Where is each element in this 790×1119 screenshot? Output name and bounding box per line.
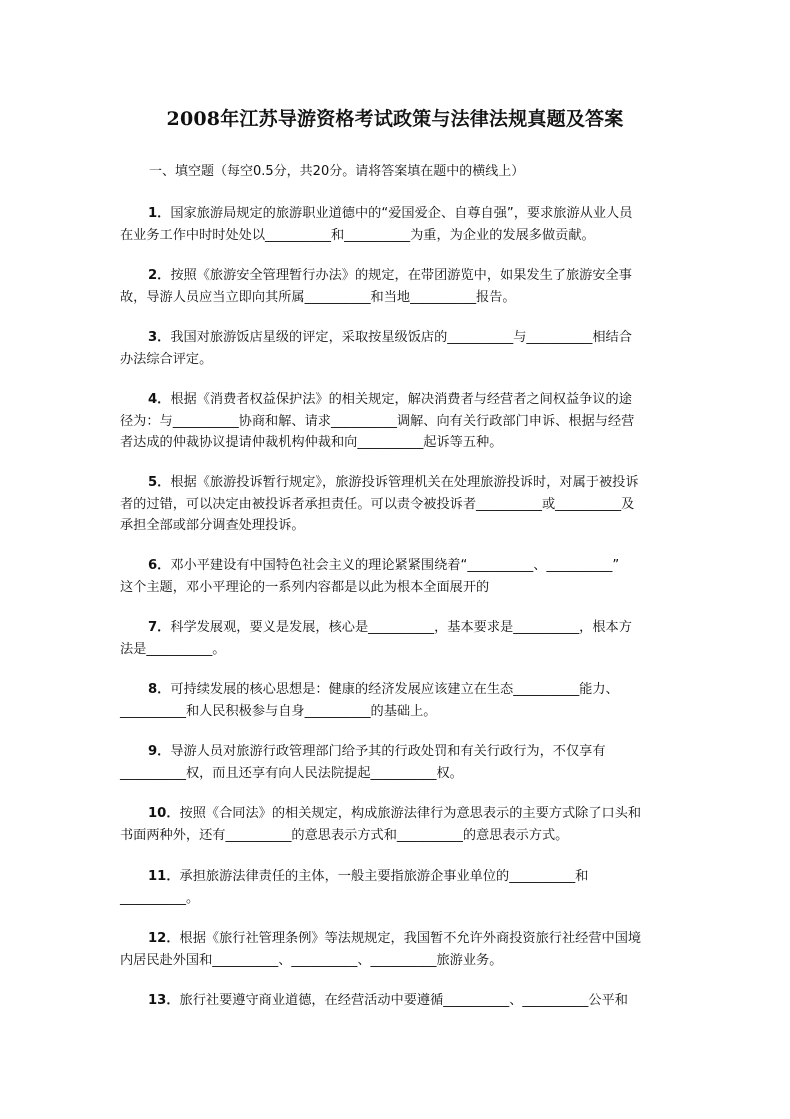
question-number: 8． (148, 682, 171, 697)
question-number: 12． (148, 931, 180, 946)
question-text-line: 根据《旅游投诉暂行规定》，旅游投诉管理机关在处理旅游投诉时，对属于被投诉 (170, 475, 639, 490)
question-text-line: 按照《合同法》的相关规定，构成旅游法律行为意思表示的主要方式除了口头和 (179, 806, 642, 821)
question-number: 3． (148, 330, 171, 345)
question-text-line: 我国对旅游饭店星级的评定，采取按星级饭店的__________与__________相结合 (170, 330, 632, 345)
question-text-line: 者的过错，可以决定由被投诉者承担责任。可以责令被投诉者__________或__________及 (120, 496, 635, 512)
question-13 (120, 990, 668, 1012)
question-text-line: __________权，而且还享有向人民法院提起__________权。 (120, 765, 463, 781)
question-10 (120, 803, 668, 846)
question-number: 6． (148, 558, 171, 573)
question-6 (120, 555, 668, 598)
question-text-line: __________。 (120, 890, 200, 906)
question-text-line: 法是__________。 (120, 641, 226, 657)
question-text-line: 者达成的仲裁协议提请仲裁机构仲裁和向__________起诉等五种。 (120, 435, 503, 450)
question-text-line: 承担旅游法律责任的主体，一般主要指旅游企事业单位的__________和 (179, 869, 589, 884)
question-number: 2． (148, 268, 171, 283)
question-text-line: __________和人民积极参与自身__________的基础上。 (120, 703, 437, 719)
question-4 (120, 389, 668, 454)
question-number: 5． (148, 475, 171, 490)
question-text-line: 这个主题，邓小平理论的一系列内容都是以此为根本全面展开的 (120, 579, 490, 595)
question-text-line: 径为：与__________协商和解、请求__________调解、向有关行政部门申诉、根据与经营 (120, 413, 635, 429)
question-number: 13． (148, 993, 180, 1008)
question-text-line: 承担全部或部分调查处理投诉。 (120, 518, 305, 533)
question-text-line: 导游人员对旅游行政管理部门给予其的行政处罚和有关行政行为，不仅享有 (170, 744, 606, 759)
question-text-line: 根据《消费者权益保护法》的相关规定，解决消费者与经营者之间权益争议的途 (170, 392, 632, 407)
question-number: 9． (148, 744, 171, 759)
question-text-line: 在业务工作中时时处处以__________和__________为重，为企业的发展多做贡献。 (120, 227, 595, 243)
question-text-line: 办法综合评定。 (120, 351, 213, 367)
question-text-line: 邓小平建设有中国特色社会主义的理论紧紧围绕着“__________、__________” (170, 558, 620, 573)
question-12 (120, 928, 668, 971)
question-5 (120, 472, 668, 537)
question-2 (120, 265, 668, 308)
question-text-line: 故，导游人员应当立即向其所属__________和当地__________报告。 (120, 289, 516, 305)
question-number: 10． (148, 806, 180, 821)
question-7 (120, 617, 668, 660)
question-number: 1． (148, 206, 171, 221)
question-text-line: 内居民赴外国和__________、__________、__________旅游业务。 (120, 952, 503, 968)
question-8 (120, 679, 668, 722)
question-1 (120, 203, 668, 246)
page-title: 2008年江苏导游资格考试政策与法律法规真题及答案 (166, 108, 624, 130)
question-number: 7． (148, 620, 171, 635)
question-text-line: 根据《旅行社管理条例》等法规规定，我国暂不允许外商投资旅行社经营中国境 (179, 931, 642, 946)
question-number: 11． (148, 869, 180, 884)
question-text-line: 书面两种外，还有__________的意思表示方式和__________的意思表示方式。 (120, 827, 569, 843)
question-text-line: 国家旅游局规定的旅游职业道德中的“爱国爱企、自尊自强”，要求旅游从业人员 (170, 206, 633, 221)
question-3 (120, 327, 668, 370)
question-9 (120, 741, 668, 784)
question-text-line: 科学发展观，要义是发展，核心是__________，基本要求是__________，根本方 (170, 620, 632, 635)
question-text-line: 旅行社要遵守商业道德，在经营活动中要遵循__________、__________公平和 (179, 993, 628, 1008)
question-11 (120, 866, 668, 909)
question-text-line: 按照《旅游安全管理暂行办法》的规定，在带团游览中，如果发生了旅游安全事 (170, 268, 632, 283)
question-number: 4． (148, 392, 171, 407)
section-heading: 一、填空题（每空0.5分，共20分。请将答案填在题中的横线上） (149, 164, 525, 179)
question-text-line: 可持续发展的核心思想是：健康的经济发展应该建立在生态__________能力、 (170, 682, 619, 697)
